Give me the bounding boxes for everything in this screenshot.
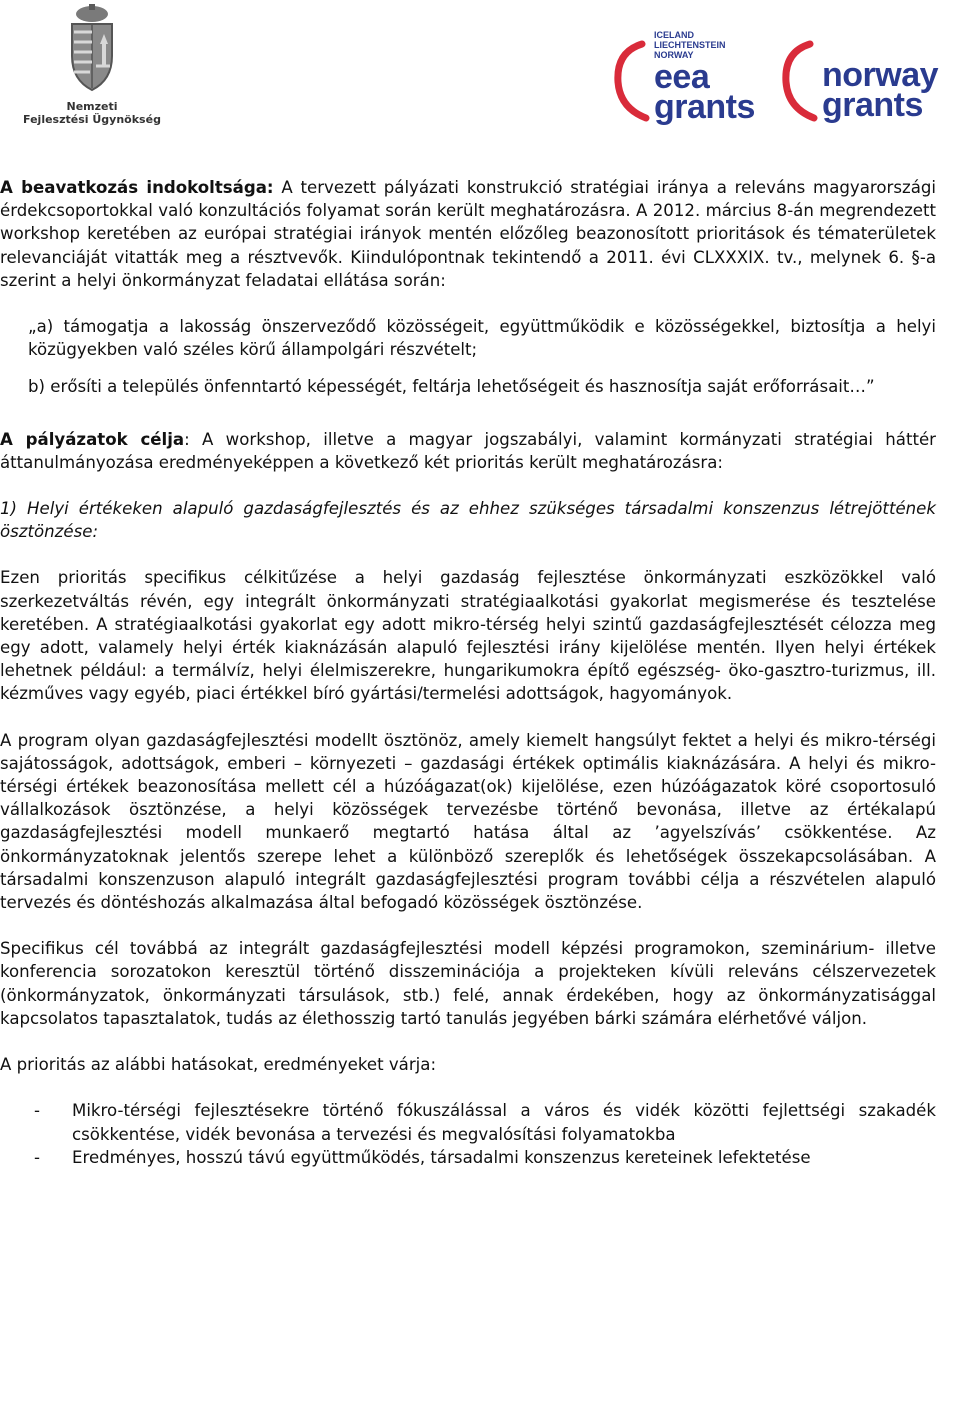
- list-item-text: Eredményes, hosszú távú együttműködés, társadalmi konszenzus kereteinek lefektetése: [72, 1147, 811, 1167]
- eea-grants-logo: [612, 30, 772, 126]
- paragraph-priority-objective: Ezen prioritás specifikus célkitűzése a helyi gazdaság fejlesztése önkormányzati eszközökkel való szerkezetváltás révén, egy integrált önkormányzati stratégiaalkotási gyakorlat megismerése és tesztelése keretében. A stratégiaalkotási gyakorlat egy adott mikro-térség helyi szintű gazdaságfejlesztését célozza meg egy adott, valamely helyi érték kiaknázásán alapuló fejlesztési irány kijelölése mentén. Ilyen helyi értékek lehetnek például: a termálvíz, helyi élelmiszerekre, hungarikumokra építő egészség- öko-gasztro-turizmus, ill. kézműves vagy egyéb, piaci értékkel bíró gyártási/termelési adottságok, hagyományok.: [0, 568, 936, 704]
- nfu-logo-line-1: Nemzeti: [66, 100, 118, 113]
- goals-label: A pályázatok célja: [0, 429, 185, 449]
- expected-results-list: [0, 1099, 936, 1169]
- list-item: [0, 1099, 936, 1145]
- norway-grants-logo: [780, 30, 950, 122]
- norway-word-1: norway: [822, 56, 939, 94]
- nfu-logo-text: [22, 100, 162, 126]
- paragraph-justification: [0, 176, 936, 292]
- eea-wordmark: [654, 58, 755, 126]
- nfu-logo: [22, 4, 162, 132]
- hungarian-coat-of-arms-icon: [64, 4, 120, 92]
- justification-label: A beavatkozás indokoltsága:: [0, 178, 274, 197]
- priority-1-heading: 1) Helyi értékeken alapuló gazdaságfejlesztés és az ehhez szükséges társadalmi konszenzus létrejöttének ösztönzése:: [0, 499, 936, 542]
- list-bullet: -: [34, 1101, 40, 1121]
- justification-text: A tervezett pályázati konstrukció stratégiai iránya a releváns magyarországi érdekcsoportokkal való konzultációs folyamat során került meghatározásra. A 2012. március 8-án megrendezett workshop keretében az európai stratégiai irányok mentén előzőleg beazonosított prioritások és tématerületek relevanciáját vitatták meg a résztvevők. Kiindulópontnak tekintendő a 2011. évi CLXXXIX. tv., melynek 6. §-a szerint a helyi önkormányzat feladatai ellátása során:: [0, 178, 937, 290]
- paragraph-goals: [0, 428, 936, 474]
- eea-swoosh-icon: [612, 38, 654, 122]
- document-body: [0, 176, 936, 1169]
- goals-text: : A workshop, illetve a magyar jogszabályi, valamint kormányzati stratégiai háttér áttanulmányozása eredményeképpen a következő két prioritás került meghatározásra:: [0, 429, 936, 472]
- eea-country-norway: NORWAY: [654, 50, 694, 60]
- paragraph-program-model: A program olyan gazdaságfejlesztési modellt ösztönöz, amely kiemelt hangsúlyt fektet a helyi és mikro-térségi sajátosságok, adottságok, emberi – környezeti – gazdasági értékek optimális kiaknázására. A helyi és mikro-térségi értékek beazonosítása mellett cél a húzóágazat(ok) kijelölése, ezen húzóágazatok köré csoportosuló vállalkozások ösztönzése, a helyi közösségek tervezésbe történő bevonása, illetve az értékalapú gazdaságfejlesztési modell munkaerő megtartó hatása által az ’agyelszívás’ csökkentése. Az önkormányzatoknak jelentős szerepe lehet a különböző szereplők és lehetőségek összekapcsolásában. A társadalmi konszenzuson alapuló integrált gazdaságfejlesztési program további célja a részvételen alapuló tervezés és döntéshozás alkalmazása által befogadó közösségek ösztönzése.: [0, 730, 936, 913]
- list-item-text: Mikro-térségi fejlesztésekre történő fókuszálással a város és vidék közötti fejlettségi szakadék csökkentése, vidék bevonása a tervezési és megvalósítási folyamatokba: [72, 1101, 936, 1144]
- paragraph-expected-results: A prioritás az alábbi hatásokat, eredményeket várja:: [0, 1055, 437, 1075]
- paragraph-specific-goal: Specifikus cél továbbá az integrált gazdaságfejlesztési modell képzési programokon, szeminárium- illetve konferencia sorozatokon keresztül történő disszeminációja a projekteken kívüli releváns célszervezetek (önkormányzatok, önkormányzati társulások, stb.) felé, annak érdekében, hogy az önkormányzatisággal kapcsolatos tapasztalatok, tudás az élethosszig tartó tanulás jegyében bárki számára elérhetővé váljon.: [0, 939, 936, 1028]
- eea-word-1: eea: [654, 58, 710, 96]
- nfu-logo-line-2: Fejlesztési Ügynökség: [23, 113, 161, 126]
- list-bullet: -: [34, 1147, 40, 1167]
- norway-word-2: grants: [822, 86, 923, 124]
- eea-country-iceland: ICELAND: [654, 30, 694, 40]
- norway-wordmark: [822, 56, 939, 124]
- eea-country-liechtenstein: LIECHTENSTEIN: [654, 40, 726, 50]
- quote-point-a: „a) támogatja a lakosság önszerveződő közösségeit, együttműködik e közösségekkel, biztosítja a helyi közügyekben való széles körű állampolgári részvételt;: [28, 317, 936, 360]
- quote-point-b: b) erősíti a település önfenntartó képességét, feltárja lehetőségeit és hasznosítja saját erőforrásait…”: [28, 377, 875, 397]
- eea-country-list: [654, 30, 726, 60]
- list-item: [0, 1146, 936, 1169]
- eea-word-2: grants: [654, 88, 755, 126]
- norway-swoosh-icon: [780, 38, 822, 122]
